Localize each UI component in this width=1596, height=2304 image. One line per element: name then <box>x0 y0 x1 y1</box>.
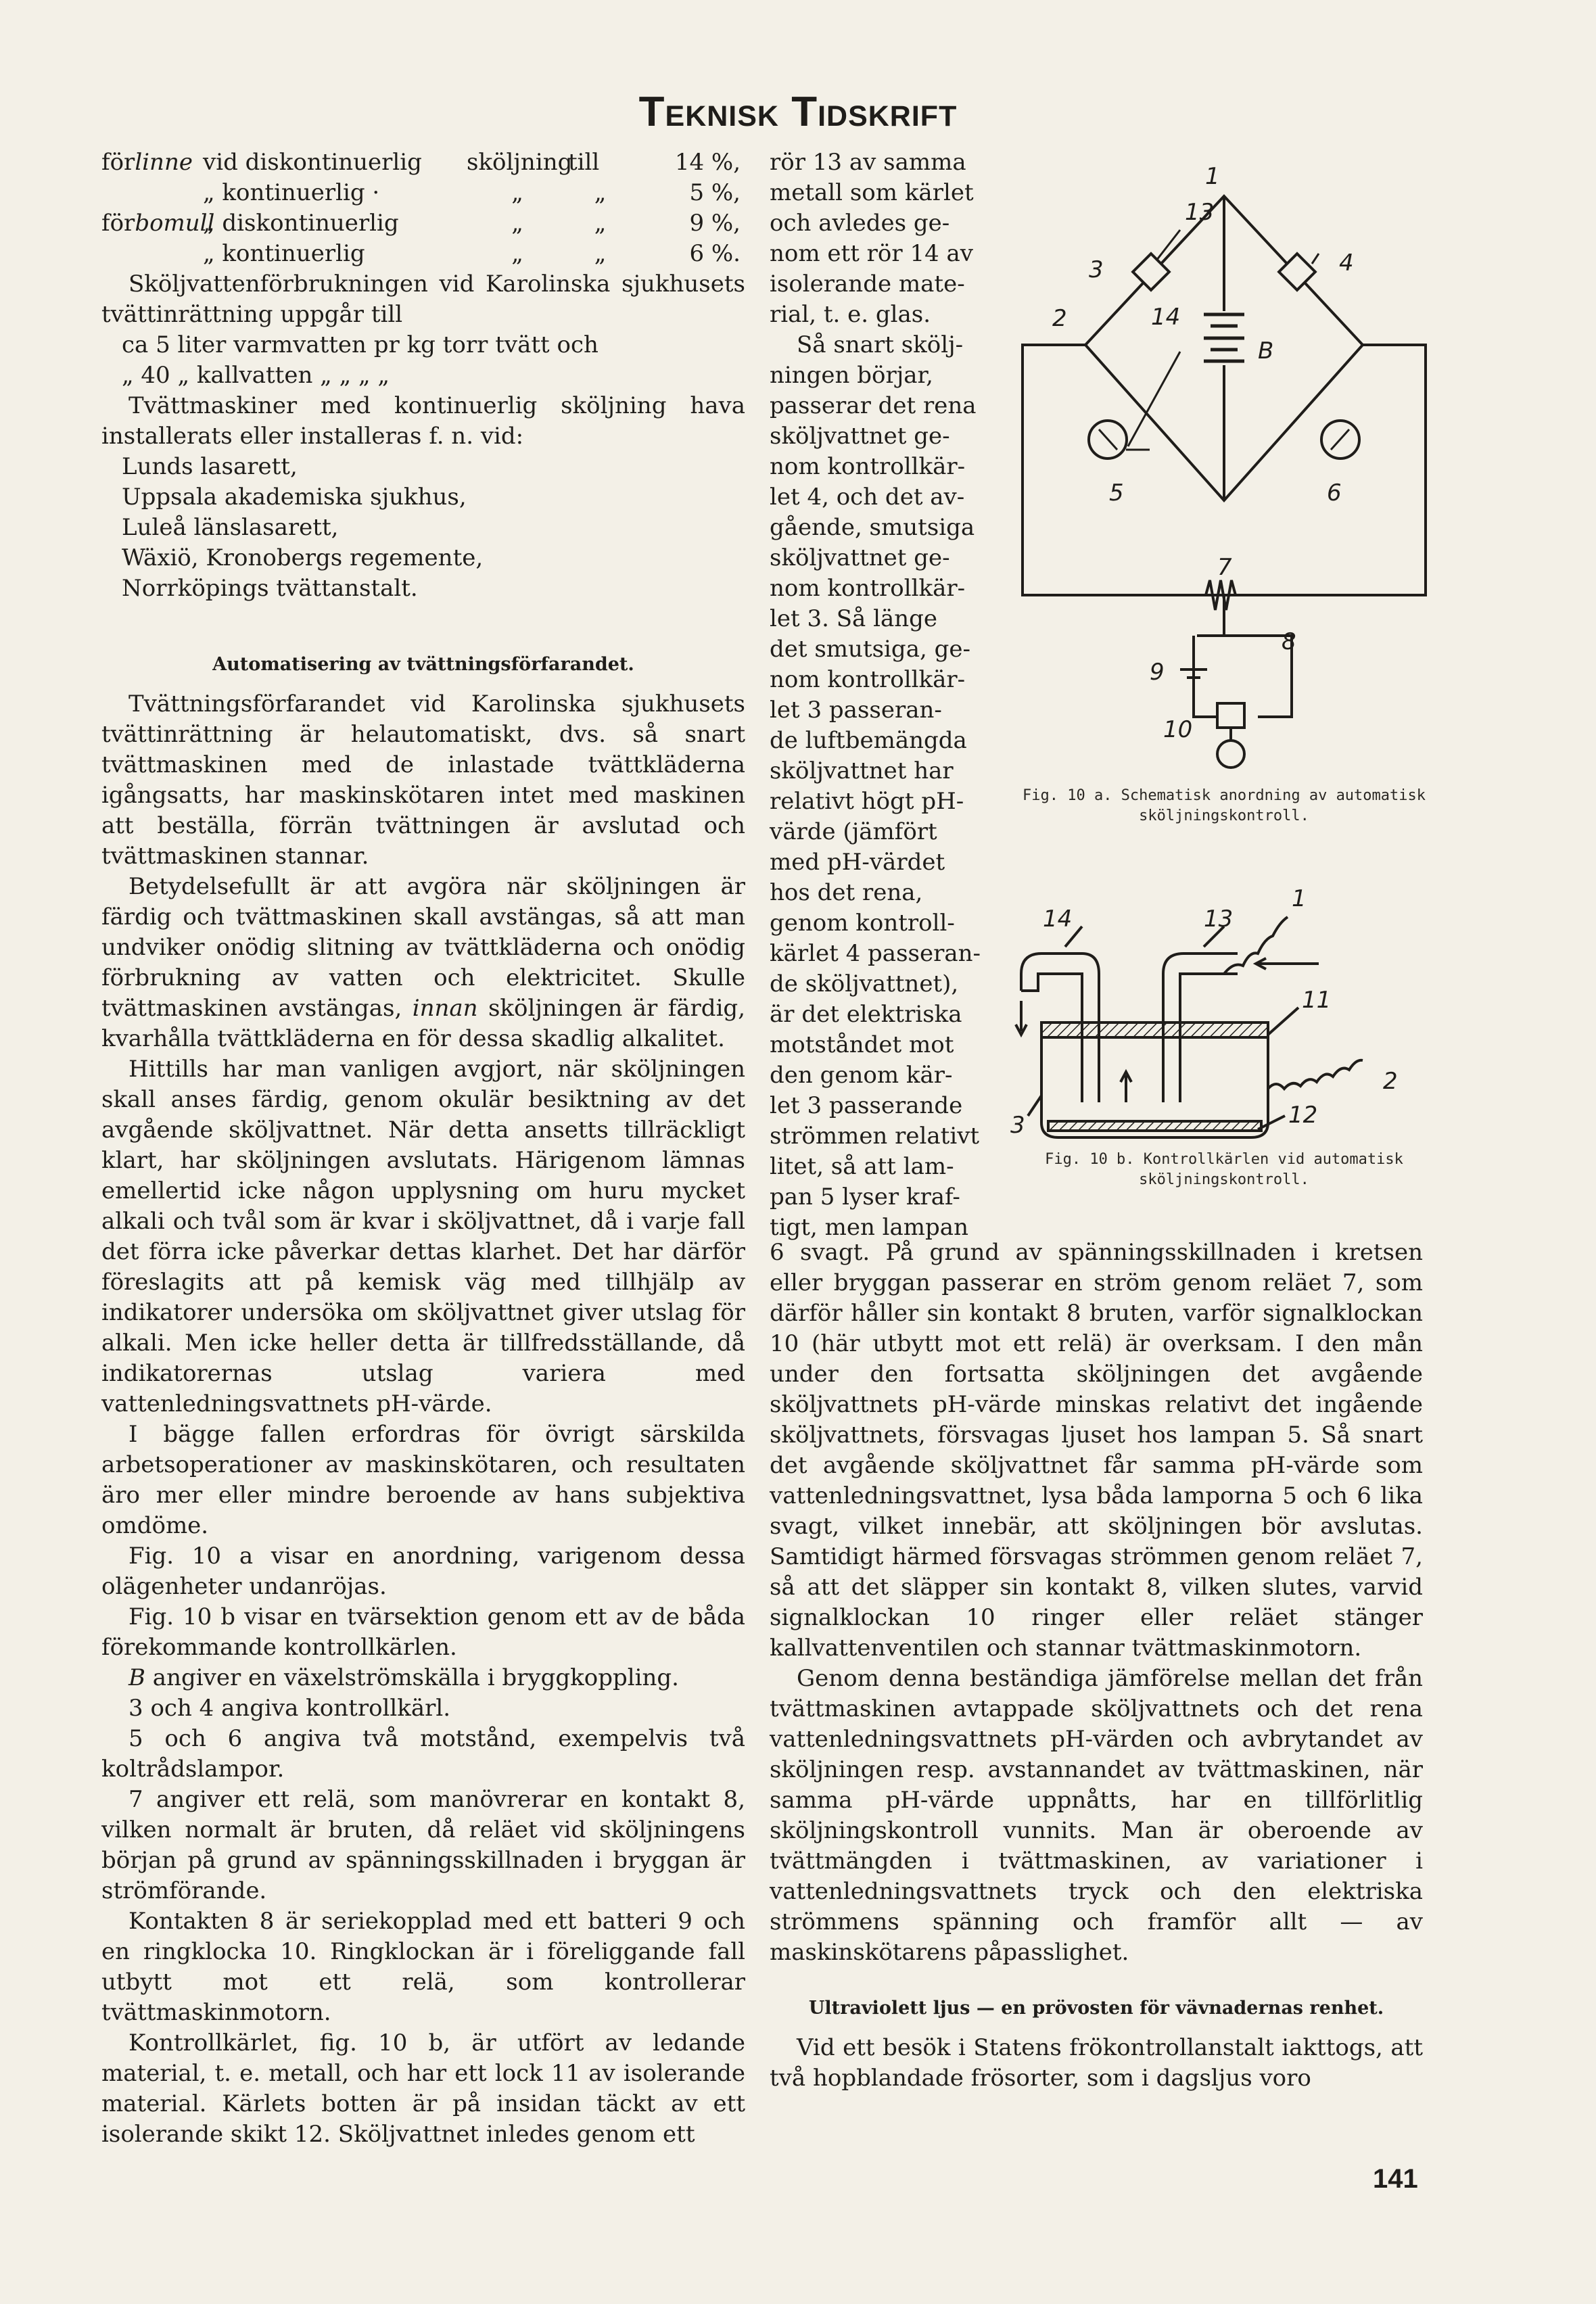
paragraph: Genom denna beständiga jämförelse mellan det från tvättmaskinen avtappade sköljvattnets och det rena vattenledningsvattnets pH-värden och avbrytandet av sköljningen resp. avstannandet av tvättmaskinen, när samma pH-värde uppnåtts, har en tillförlitlig sköljningskontroll vunnits. Man är oberoende av tvättmängden i tvättmaskinen, av variationer i vattenledningsvattnets tryck och den elektriska strömmens spänning och framför allt — av maskinskötarens påpasslighet. <box>770 1665 1423 1966</box>
place-item: Lunds lasarett, <box>122 453 298 480</box>
rate-material: linne <box>135 149 193 176</box>
narrow-line: relativt högt pH- <box>770 788 964 815</box>
paragraph: I bägge fallen erfordras för övrigt särskilda arbetsoperationer av maskinskötaren, och resultaten äro mer eller mindre beroende av hans subjektiva omdöme. <box>101 1421 745 1539</box>
rate-mode: „ kontinuerlig · <box>203 179 380 206</box>
narrow-line: kärlet 4 passeran- <box>770 940 981 967</box>
narrow-line: sköljvattnet ge- <box>770 544 950 571</box>
narrow-line: passerar det rena <box>770 392 977 419</box>
narrow-line: strömmen relativt <box>770 1123 980 1150</box>
place-item: Luleå länslasarett, <box>122 514 339 541</box>
page-number: 141 <box>1373 2164 1418 2194</box>
paragraph: 3 och 4 angiva kontrollkärl. <box>128 1695 451 1722</box>
paragraph: Hittills har man vanligen avgjort, när sköljningen skall anses färdig, genom okulär besiktning av det avgående sköljvattnet. När detta ansetts tillräckligt klart, har sköljningen avslutats. Härigenom lämnas emellertid icke någon upplysning om huru mycket alkali och tvål som är kvar i sköljvattnet, då i varje fall det förra icke påverkar dettas klarhet. Det har därför föreslagits att på kemisk väg med tillhjälp av indikatorer undersöka om sköljvattnet giver utslag för alkali. Men icke heller detta är tillfredsställande, då indikatorernas utslag variera med vattenledningsvattnets pH-värde. <box>101 1056 745 1417</box>
water-line: „ 40 „ kallvatten „ „ „ „ <box>122 362 390 389</box>
rate-what: sköljning <box>467 149 573 176</box>
narrow-line: det smutsiga, ge- <box>770 636 970 663</box>
narrow-line: metall som kärlet <box>770 179 974 206</box>
fig-label: 1 <box>1292 885 1307 912</box>
narrow-column <box>770 147 995 1243</box>
section-heading: Automatisering av tvättningsförfarandet. <box>212 654 634 675</box>
fig-label: 11 <box>1302 987 1332 1014</box>
rate-value: 5 %, <box>689 179 741 206</box>
paragraph: Kontakten 8 är seriekopplad med ett batteri 9 och en ringklocka 10. Ringklockan är i föreliggande fall utbytt mot ett relä, som kontrollerar tvättmaskinmotorn. <box>101 1908 745 2026</box>
rate-what: „ <box>511 179 523 206</box>
narrow-line: gående, smutsiga <box>770 514 975 541</box>
fig-label: 12 <box>1288 1102 1318 1129</box>
narrow-line: nom ett rör 14 av <box>770 240 974 267</box>
section-heading: Ultraviolett ljus — en prövosten för vävnadernas renhet. <box>808 1998 1384 2019</box>
rate-mode: vid diskontinuerlig <box>203 149 422 176</box>
narrow-line: den genom kär- <box>770 1062 953 1089</box>
narrow-line: litet, så att lam- <box>770 1153 954 1180</box>
pipe-lead <box>1312 254 1319 264</box>
narrow-line: sköljvattnet har <box>770 757 954 784</box>
rate-row <box>101 208 745 239</box>
narrow-line: värde (jämfört <box>770 818 937 845</box>
rate-prep: „ <box>594 240 607 267</box>
paragraph: 7 angiver ett relä, som manövrerar en kontakt 8, vilken normalt är bruten, då reläet vid sköljningens början på grund av spänningsskillnaden i bryggan är strömförande. <box>101 1786 745 1904</box>
narrow-line: Så snart skölj- <box>797 331 964 358</box>
narrow-line: hos det rena, <box>770 879 923 906</box>
fig-label: B <box>1258 337 1274 365</box>
paragraph: Tvättmaskiner med kontinuerlig sköljning hava installerats eller installeras f. n. vid: <box>101 392 745 450</box>
paragraph-part: sköljningen är färdig, kvarhålla tvättkläderna en för dessa skadlig alkalitet. <box>101 995 746 1052</box>
rate-row <box>101 178 745 208</box>
fig-label: 3 <box>1010 1112 1025 1139</box>
fig-label: 4 <box>1339 250 1354 277</box>
contact-circuit <box>1197 595 1292 717</box>
bell-relay-10 <box>1217 703 1244 728</box>
narrow-line: isolerande mate- <box>770 271 965 298</box>
fig-label: 3 <box>1089 256 1104 283</box>
figure-10a-caption: Fig. 10 a. Schematisk anordning av automatisk sköljningskontroll. <box>1022 787 1426 824</box>
emphasis: innan <box>412 995 478 1022</box>
insulating-layer-12 <box>1048 1121 1261 1131</box>
bottom-column <box>770 1238 1423 2094</box>
rate-value: 6 %. <box>689 240 741 267</box>
paragraph: Vid ett besök i Statens frökontrollanstalt iakttogs, att två hopblandade frösorter, som i dagsljus voro <box>770 2034 1423 2092</box>
paragraph: Fig. 10 a visar en anordning, varigenom dessa olägenheter undanröjas. <box>101 1543 745 1600</box>
left-column <box>101 147 745 2150</box>
paragraph <box>101 1663 745 1693</box>
narrow-line: motståndet mot <box>770 1031 954 1058</box>
fig-label: 6 <box>1327 479 1342 507</box>
wire-2 <box>1268 1060 1363 1089</box>
rate-label: för <box>101 210 135 237</box>
label-lead <box>1268 1008 1298 1035</box>
place-item: Wäxiö, Kronobergs regemente, <box>122 544 484 571</box>
narrow-line: pan 5 lyser kraf- <box>770 1183 960 1210</box>
paragraph: 6 svagt. På grund av spänningsskillnaden i kretsen eller bryggan passerar en ström genom reläet 7, som därför håller sin kontakt 8 bruten, varför signalklockan 10 (här utbytt mot ett relä) är overksam. I den mån under den fortsatta sköljningen det avgående sköljvattnets pH-värde minskas relativt det ingående sköljvattnets, försvagas ljuset hos lampan 5. Så snart det avgående sköljvattnet får samma pH-värde som vattenledningsvattnet, lysa båda lamporna 5 och 6 lika svagt, vilket innebär, att sköljningen bör avslutas. Samtidigt härmed försvagas strömmen genom reläet 7, så att det släpper sin kontakt 8, vilken slutes, varvid signalklockan 10 ringer eller reläet stänger kallvattenventilen och stannar tvättmaskinmotorn. <box>770 1239 1423 1662</box>
paragraph: 5 och 6 angiva två motstånd, exempelvis två koltrådslampor. <box>101 1725 745 1783</box>
rate-row <box>101 239 745 269</box>
paragraph <box>101 872 745 1054</box>
paragraph: Kontrollkärlet, fig. 10 b, är utfört av ledande material, t. e. metall, och har ett lock 11 av isolerande material. Kärlets botten är på insidan täckt av ett isolerande skikt 12. Sköljvattnet inledes genom ett <box>101 2029 745 2148</box>
masthead: Teknisk Tidskrift <box>638 89 958 135</box>
narrow-line: med pH-värdet <box>770 849 945 876</box>
figure-10b-caption: Fig. 10 b. Kontrollkärlen vid automatisk sköljningskontroll. <box>1045 1151 1403 1188</box>
narrow-line: de sköljvattnet), <box>770 970 959 997</box>
narrow-line: genom kontroll- <box>770 910 955 937</box>
narrow-line: är det elektriska <box>770 1001 962 1028</box>
narrow-line: tigt, men lampan <box>770 1214 968 1241</box>
narrow-line: rial, t. e. glas. <box>770 301 931 328</box>
figure-10a-circuit <box>1014 149 1434 784</box>
narrow-line: nom kontrollkär- <box>770 453 966 480</box>
fig-label: 14 <box>1151 304 1181 331</box>
narrow-line: nom kontrollkär- <box>770 666 966 693</box>
fig-label: 5 <box>1109 479 1124 507</box>
paragraph: Sköljvattenförbrukningen vid Karolinska sjukhusets tvättinrättning uppgår till <box>101 271 745 328</box>
wire-1 <box>1224 917 1288 974</box>
paragraph-part: angiver en växelströmskälla i bryggkoppling. <box>145 1664 679 1691</box>
fig-label: 14 <box>1043 906 1073 933</box>
rate-material: bomull <box>135 210 215 237</box>
narrow-line: let 3 passerande <box>770 1092 963 1119</box>
rate-prep: till <box>568 149 600 176</box>
fig-label: 2 <box>1383 1068 1398 1095</box>
narrow-line: sköljvattnet ge- <box>770 423 950 450</box>
rate-prep: „ <box>594 210 607 237</box>
fig-label: 13 <box>1204 906 1234 933</box>
fig-label: 2 <box>1052 305 1067 332</box>
place-item: Uppsala akademiska sjukhus, <box>122 484 467 511</box>
narrow-line: och avledes ge- <box>770 210 950 237</box>
figure-10b-vessel <box>1001 872 1434 1143</box>
rate-row <box>101 147 745 178</box>
lid-11 <box>1041 1022 1268 1037</box>
narrow-line: de luftbemängda <box>770 727 967 754</box>
rate-prep: „ <box>594 179 607 206</box>
rate-label: för <box>101 149 135 176</box>
rate-mode: „ kontinuerlig <box>203 240 365 267</box>
paragraph-part: Betydelsefullt är att avgöra när sköljningen är färdig och tvättmaskinen skall avstängas, så att man undviker onödig slitning av tvättkläderna och onödig förbrukning av vatten och elektricitet. Skulle tvättmaskinen avstängas, <box>101 873 745 1022</box>
narrow-line: let 4, och det av- <box>770 484 965 511</box>
water-line: ca 5 liter varmvatten pr kg torr tvätt och <box>122 331 598 358</box>
rate-value: 14 %, <box>674 149 741 176</box>
narrow-line: let 3 passeran- <box>770 697 942 724</box>
label-lead <box>1028 1096 1041 1116</box>
emphasis: B <box>128 1664 145 1691</box>
narrow-line: ningen börjar, <box>770 362 933 389</box>
narrow-line: nom kontrollkär- <box>770 575 966 602</box>
fig-label: 1 <box>1205 163 1220 190</box>
narrow-line: rör 13 av samma <box>770 149 966 176</box>
narrow-line: let 3. Så länge <box>770 605 938 632</box>
place-item: Norrköpings tvättanstalt. <box>122 575 418 602</box>
paragraph: Fig. 10 b visar en tvärsektion genom ett av de båda förekommande kontrollkärlen. <box>101 1603 745 1661</box>
fig-label: 13 <box>1185 199 1215 226</box>
fig-label: 7 <box>1217 554 1232 581</box>
fig-label: 8 <box>1282 628 1296 655</box>
rate-value: 9 %, <box>689 210 741 237</box>
label-lead <box>1128 352 1180 446</box>
fig-label: 9 <box>1150 659 1165 686</box>
paragraph: Tvättningsförfarandet vid Karolinska sjukhusets tvättinrättning är helautomatiskt, dvs. så snart tvättmaskinen med de inlastade tvättkläderna igångsatts, har maskinskötaren intet med maskinen att beställa, förrän tvättningen är avslutad och tvättmaskinen stannar. <box>101 690 745 870</box>
ac-source-B <box>1204 314 1244 361</box>
bell-10-icon <box>1217 740 1244 768</box>
fig-label: 10 <box>1163 716 1193 743</box>
rate-what: „ <box>511 240 523 267</box>
rate-mode: „ diskontinuerlig <box>203 210 399 237</box>
rate-what: „ <box>511 210 523 237</box>
